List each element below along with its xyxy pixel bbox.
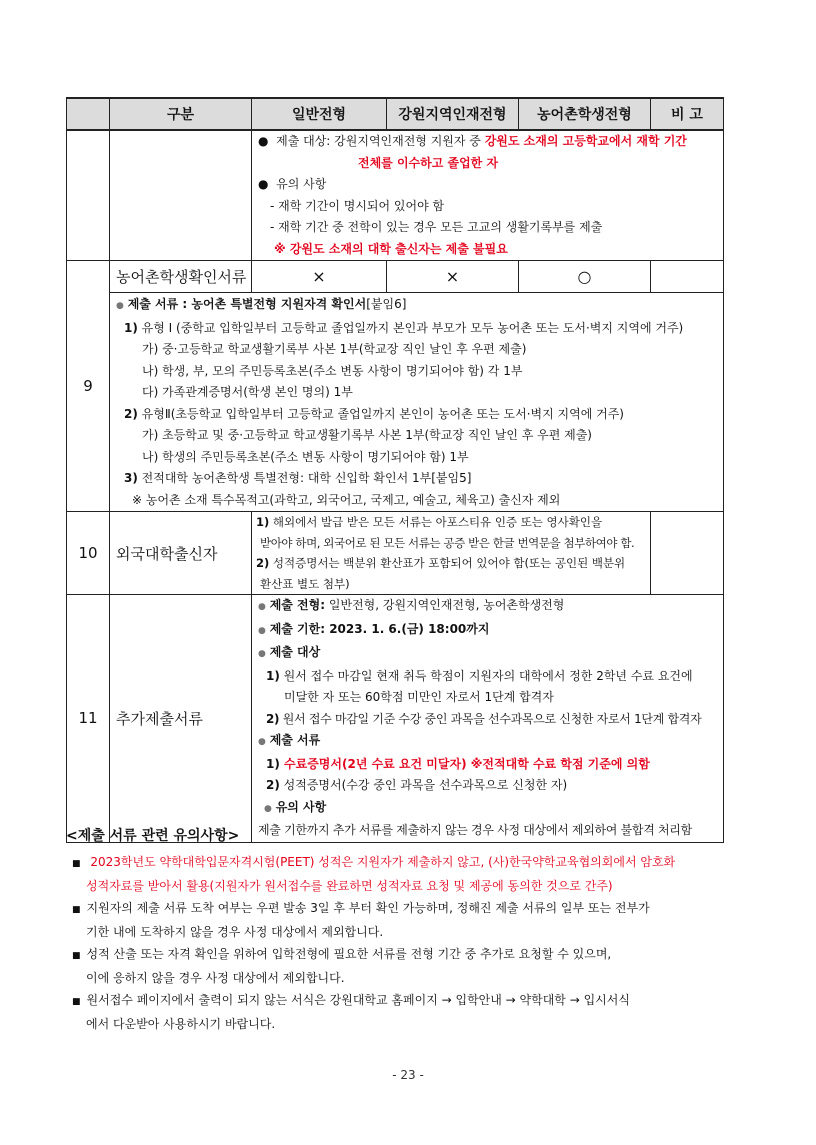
page-number: - 23 - [392,1068,424,1082]
note-item-cont: 이에 응하지 않을 경우 사정 대상에서 제외합니다. [86,971,345,985]
header-general: 일반전형 [252,98,387,130]
header-remarks: 비 고 [651,98,724,130]
row11-content [252,595,724,843]
list-item: 가) 초등학교 및 중·고등학교 학교생활기록부 사본 1부(학교장 직인 날인 후 우편 제출) [142,428,592,442]
list-item: 제출 기한까지 추가 서류를 제출하지 않는 경우 사정 대상에서 제외하여 불합격 처리함 [258,823,692,837]
row-label: 농어촌학생확인서류 [110,261,252,293]
notes-heading: <제출 서류 관련 유의사항> [66,828,240,844]
table-row-continued [67,130,724,261]
list-item: 2) 성적증명서는 백분위 환산표가 포함되어 있어야 함(또는 공인된 백분위 [256,556,626,570]
note-item: ■ 성적 산출 또는 자격 확인을 위하여 입학전형에 필요한 서류를 전형 기간 중 추가로 요청할 수 있으며, [72,947,612,961]
list-item: 다) 가족관계증명서(학생 본인 명의) 1부 [142,385,353,399]
list-item: 미달한 자 또는 60학점 미만인 자로서 1단계 합격자 [284,690,554,704]
continued-content [252,130,724,261]
row-number: 11 [67,595,110,843]
note-item-cont: 성적자료를 받아서 활용(지원자가 원서접수를 완료하면 성적자료 요청 및 제공에 동의한 것으로 간주) [86,879,613,893]
note-item: ■ 지원자의 제출 서류 도착 여부는 우편 발송 3일 후 부터 확인 가능하며, 정해진 제출 서류의 일부 또는 전부가 [72,901,650,915]
list-item: 2) 유형Ⅱ(초등학교 입학일부터 고등학교 졸업일까지 본인이 농어촌 또는 도서·벽지 지역에 거주) [124,406,624,421]
mark-general: × [252,261,387,293]
row-label: 외국대학출신자 [110,512,252,595]
note-item-cont: 기한 내에 도착하지 않을 경우 사정 대상에서 제외합니다. [86,925,384,939]
submission-documents-table [66,97,724,843]
submission-notes [66,825,746,1035]
list-item: 가) 중·고등학교 학교생활기록부 사본 1부(학교장 직인 날인 후 우편 제출) [142,342,527,356]
list-item: 1) 해외에서 발급 받은 모든 서류는 아포스티유 인증 또는 영사확인을 [256,515,603,529]
list-item: ● 유의 사항 [258,177,327,191]
list-item: ● 유의 사항 [264,799,327,814]
list-item: ● 제출 기한: 2023. 1. 6.(금) 18:00까지 [258,621,490,636]
row-number: 10 [67,512,110,595]
list-item: ※ 농어촌 소재 특수목적고(과학고, 외국어고, 국제고, 예술고, 체육고) 출신자 제외 [132,492,561,507]
header-blank [67,98,110,130]
list-item: 환산표 별도 첨부) [260,576,350,591]
list-item: 3) 전적대학 농어촌학생 특별전형: 대학 신입학 확인서 1부[붙임5] [124,471,472,485]
list-item: ● 제출 대상: 강원지역인재전형 지원자 중 강원도 소재의 고등학교에서 재학 기간 [258,134,687,148]
row9-content [110,293,724,512]
list-item: ● 제출 전형: 일반전형, 강원지역인재전형, 농어촌학생전형 [258,598,565,612]
row-number: 9 [67,261,110,512]
list-item: 받아야 하며, 외국어로 된 모든 서류는 공증 받은 한글 번역문을 첨부하여야 함. [260,535,635,550]
list-item: - 재학 기간이 명시되어 있어야 함 [270,198,445,213]
list-item: 나) 학생, 부, 모의 주민등록초본(주소 변동 사항이 명기되어야 함) 각 1부 [142,363,523,378]
note-item: ■ 2023학년도 약학대학입문자격시험(PEET) 성적은 지원자가 제출하지 않고, (사)한국약학교육협의회에서 암호화 [72,855,676,869]
row10-content [252,512,651,595]
list-item: ● 제출 대상 [258,645,321,659]
list-item: ● 제출 서류 [258,733,321,747]
table-row-9 [67,261,724,293]
list-item: ● 제출 서류 : 농어촌 특별전형 지원자격 확인서[붙임6] [116,297,407,311]
row-label: 추가제출서류 [110,595,252,843]
table-row-11 [67,595,724,843]
header-rural: 농어촌학생전형 [519,98,651,130]
list-item: 1) 유형 I (중학교 입학일부터 고등학교 졸업일까지 본인과 부모가 모두 농어촌 또는 도서·벽지 지역에 거주) [124,320,684,335]
list-item: 1) 원서 접수 마감일 현재 취득 학점이 지원자의 대학에서 정한 2학년 수료 요건에 [266,668,693,683]
header-category: 구분 [110,98,252,130]
table-row-9-detail [67,293,724,512]
list-item: 나) 학생의 주민등록초본(주소 변동 사항이 명기되어야 함) 1부 [142,449,469,464]
list-item: 1) 수료증명서(2년 수료 요건 미달자) ※전적대학 수료 학점 기준에 의함 [266,756,650,771]
note-item-cont: 에서 다운받아 사용하시기 바랍니다. [86,1017,276,1031]
list-item: 2) 원서 접수 마감일 기준 수강 중인 과목을 선수과목으로 신청한 자로서 1단계 합격자 [266,711,702,726]
list-item: ※ 강원도 소재의 대학 출신자는 제출 불필요 [274,241,508,256]
table-header-row [67,98,724,130]
list-item: - 재학 기간 중 전학이 있는 경우 모든 고교의 생활기록부를 제출 [270,220,603,234]
header-regional: 강원지역인재전형 [387,98,519,130]
note-item: ■ 원서접수 페이지에서 출력이 되지 않는 서식은 강원대학교 홈페이지 → 입학안내 → 약학대학 → 입시서식 [72,993,630,1007]
list-item: 전체를 이수하고 졸업한 자 [358,155,499,170]
mark-rural: ○ [519,261,651,293]
list-item: 2) 성적증명서(수강 중인 과목을 선수과목으로 신청한 자) [266,778,568,792]
mark-regional: × [387,261,519,293]
table-row-10 [67,512,724,595]
